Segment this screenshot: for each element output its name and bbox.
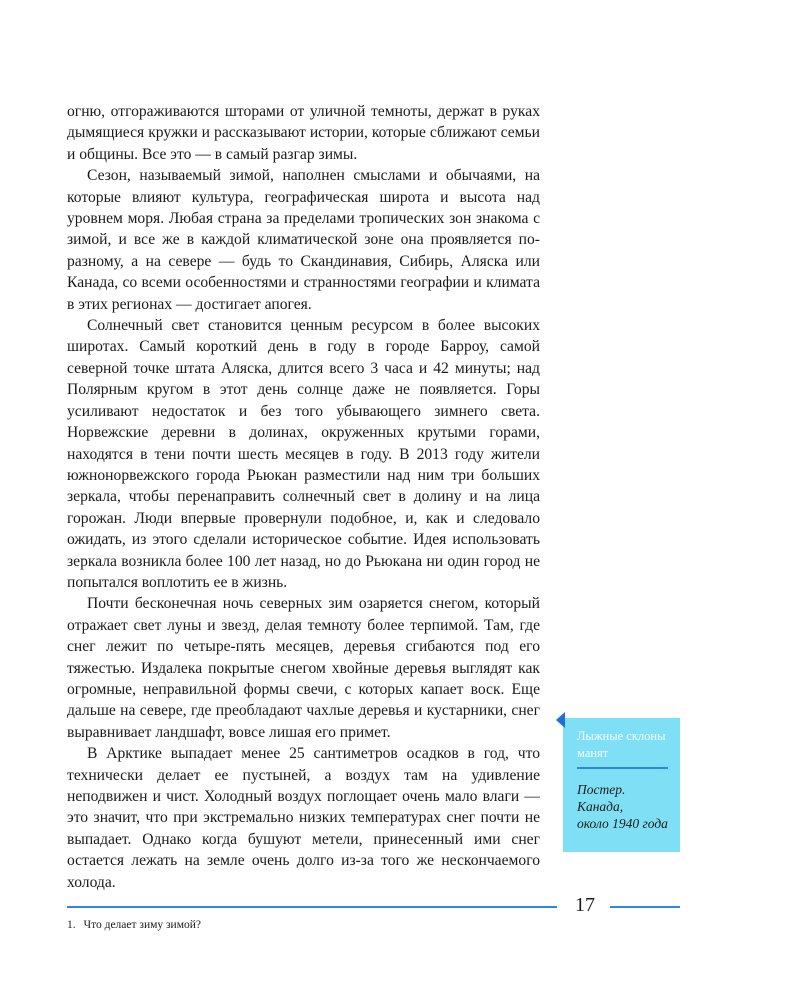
sidebar-divider	[577, 767, 668, 769]
sidebar-title: Лыжные склоны манят	[577, 729, 666, 760]
paragraph-2: Сезон, называемый зимой, наполнен смыслами и обычаями, на которые влияют культура, географическая широта и высота над уровнем моря. Любая страна за пределами тропических зон знакома с зимой, и все же в каждой климатической зоне она проявляется по-разному, а на севере — будь то Скандинавия, Сибирь, Аляска или Канада, со всеми особенностями и странностями географии и климата в этих регионах — достигает апогея.	[67, 167, 540, 313]
page-number: 17	[575, 894, 595, 916]
paragraph-3: Солнечный свет становится ценным ресурсом в более высоких широтах. Самый короткий день в году в городе Барроу, самой северной точке штата Аляска, длится всего 3 часа и 42 минуты; над Полярным кругом в этот день солнце даже не появляется. Горы усиливают недостаток и без того убывающего зимнего света. Норвежские деревни в долинах, окруженных крутыми горами, находятся в тени почти шесть месяцев в году. В 2013 году жители южнонорвежского города Рьюкан разместили над ним три больших зеркала, чтобы перенаправить солнечный свет в долину и на лица горожан. Люди впервые провернули подобное, и, как и следовало ожидать, из этого сделали историческое событие. Идея использовать зеркала возникла более 100 лет назад, но до Рьюкана ни один город не попытался воплотить ее в жизнь.	[67, 317, 540, 591]
sidebar-caption-box	[563, 718, 680, 852]
running-footer	[67, 918, 201, 932]
chapter-title: Что делает зиму зимой?	[83, 919, 201, 931]
sidebar-caption-line-2: Канада,	[577, 799, 624, 814]
paragraph-5: В Арктике выпадает менее 25 сантиметров осадков в год, что технически делает ее пустыней, а воздух там на удивление неподвижен и чист. Холодный воздух поглощает очень мало влаги — это значит, что при экстремально низких температурах снег почти не выпадает. Однако когда бушуют метели, принесенный ими снег остается лежать на земле очень долго из-за того же нескончаемого холода.	[67, 745, 540, 891]
caption-pointer-icon	[556, 712, 565, 728]
sidebar-caption-line-1: Постер.	[577, 782, 626, 797]
main-text-column	[67, 101, 540, 893]
paragraph-1: огню, отгораживаются шторами от уличной темноты, держат в руках дымящиеся кружки и рассказывают истории, которые сближают семьи и общины. Все это — в самый разгар зимы.	[67, 103, 540, 163]
footer-rule-left	[67, 906, 557, 908]
chapter-number: 1.	[67, 919, 76, 931]
footer-rule-right	[610, 906, 680, 908]
sidebar-caption-line-3: около 1940 года	[577, 816, 668, 831]
paragraph-4: Почти бесконечная ночь северных зим озаряется снегом, который отражает свет луны и звезд, делая темноту более терпимой. Там, где снег лежит по четыре-пять месяцев, деревья сгибаются под его тяжестью. Издалека покрытые снегом хвойные деревья выглядят как огромные, неправильной формы свечи, с которых капает воск. Еще дальше на севере, где преобладают чахлые деревья и кустарники, снег выравнивает ландшафт, вовсе лишая его примет.	[67, 595, 540, 741]
